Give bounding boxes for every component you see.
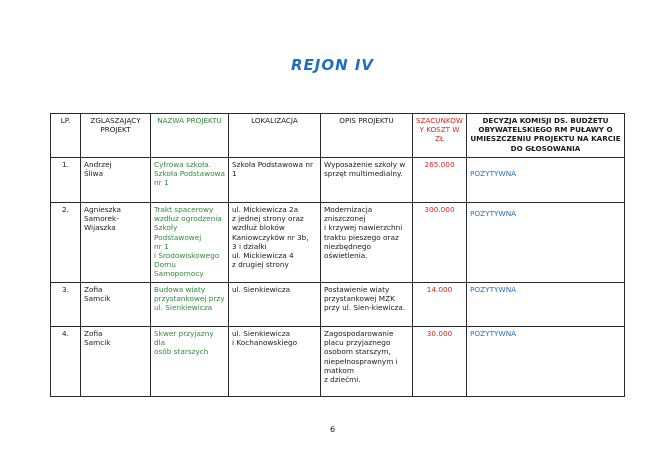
table-row bbox=[51, 283, 625, 327]
table-row bbox=[51, 158, 625, 203]
table-row bbox=[51, 327, 625, 397]
cell-zglaszajacy-text: Agnieszka Samorek- Wijaszka bbox=[84, 205, 121, 233]
cell-nazwa bbox=[151, 203, 229, 283]
cell-nazwa-text: Budowa wiaty przystankowej przy ul. Sienkiewicza bbox=[154, 285, 225, 313]
cell-nazwa-text: Skwer przyjazny dla osób starszych bbox=[154, 329, 214, 357]
projects-table bbox=[50, 113, 625, 397]
cell-decyzja bbox=[467, 203, 625, 283]
cell-lokalizacja-text: Szkoła Podstawowa nr 1 bbox=[232, 160, 313, 179]
cell-decyzja bbox=[467, 158, 625, 203]
cell-koszt: 300.000 bbox=[413, 203, 467, 283]
cell-koszt: 265.000 bbox=[413, 158, 467, 203]
cell-decyzja-text: POZYTYWNA bbox=[470, 209, 517, 218]
cell-lokalizacja bbox=[229, 283, 321, 327]
cell-nazwa-text: Trakt spacerowy wzdłuż ogrodzenia Szkoły Podstawowej nr 1 i Środowiskowego Domu Samopomocy bbox=[154, 205, 222, 279]
cell-lokalizacja-text: ul. Sienkiewicza i Kochanowskiego bbox=[232, 329, 298, 348]
page-title: REJON IV bbox=[290, 56, 375, 74]
cell-zglaszajacy bbox=[81, 327, 151, 397]
cell-decyzja: POZYTYWNA bbox=[467, 283, 625, 327]
cell-zglaszajacy-text: Andrzej Śliwa bbox=[84, 160, 112, 179]
cell-lokalizacja bbox=[229, 158, 321, 203]
cell-zglaszajacy bbox=[81, 203, 151, 283]
cell-opis-text: Postawienie wiaty przystankowej MZK przy ul. Sien-kiewicza. bbox=[324, 285, 406, 313]
cell-zglaszajacy bbox=[81, 158, 151, 203]
header-nazwa: NAZWA PROJEKTU bbox=[151, 114, 229, 158]
cell-lokalizacja bbox=[229, 327, 321, 397]
cell-nazwa-text: Cyfrowa szkoła. Szkoła Podstawowa nr 1 bbox=[154, 160, 225, 188]
page-number: 6 bbox=[329, 425, 336, 434]
table-row bbox=[51, 203, 625, 283]
cell-lokalizacja-text: ul. Mickiewicza 2a z jednej strony oraz wzdłuż bloków Kaniowczyków nr 3b, 3 i działki ul. Mickiewicza 4 z drugiej strony bbox=[232, 205, 309, 270]
cell-lokalizacja-text: ul. Sienkiewicza bbox=[232, 285, 291, 294]
cell-zglaszajacy-text: Zofia Samcik bbox=[84, 329, 111, 348]
cell-nazwa bbox=[151, 327, 229, 397]
cell-lp: 1. bbox=[51, 158, 81, 203]
cell-opis bbox=[321, 327, 413, 397]
cell-opis bbox=[321, 283, 413, 327]
cell-koszt: 14.000 bbox=[413, 283, 467, 327]
cell-nazwa bbox=[151, 158, 229, 203]
header-zglaszajacy: ZGLASZAJĄCY PROJEKT bbox=[81, 114, 151, 158]
cell-opis bbox=[321, 203, 413, 283]
cell-lp: 3. bbox=[51, 283, 81, 327]
cell-decyzja: POZYTYWNA bbox=[467, 327, 625, 397]
header-lp: LP. bbox=[51, 114, 81, 158]
cell-opis-text: Zagospodarowanie placu przyjaznego osobom starszym, niepełnosprawnym i matkom z dziećmi. bbox=[324, 329, 398, 385]
cell-koszt: 30.000 bbox=[413, 327, 467, 397]
cell-lokalizacja bbox=[229, 203, 321, 283]
header-lokalizacja: LOKALIZACJA bbox=[229, 114, 321, 158]
header-koszt: SZACUNKOW Y KOSZT W ZŁ bbox=[413, 114, 467, 158]
header-row bbox=[51, 114, 625, 158]
cell-nazwa bbox=[151, 283, 229, 327]
cell-opis-text: Wyposażenie szkoły w sprzęt multimedialny. bbox=[324, 160, 406, 179]
cell-lp: 4. bbox=[51, 327, 81, 397]
cell-zglaszajacy-text: Zofia Samcik bbox=[84, 285, 111, 304]
cell-zglaszajacy bbox=[81, 283, 151, 327]
cell-opis bbox=[321, 158, 413, 203]
cell-decyzja-text: POZYTYWNA bbox=[470, 169, 517, 178]
header-decyzja: DECYZJA KOMISJI DS. BUDŻETU OBYWATELSKIEGO RM PUŁAWY O UMIESZCZENIU PROJEKTU NA KARCIE DO GŁOSOWANIA bbox=[467, 114, 625, 158]
header-opis: OPIS PROJEKTU bbox=[321, 114, 413, 158]
cell-lp: 2. bbox=[51, 203, 81, 283]
cell-opis-text: Modernizacja zniszczonej i krzywej nawierzchni traktu pieszego oraz niezbędnego oświetlenia. bbox=[324, 205, 403, 261]
